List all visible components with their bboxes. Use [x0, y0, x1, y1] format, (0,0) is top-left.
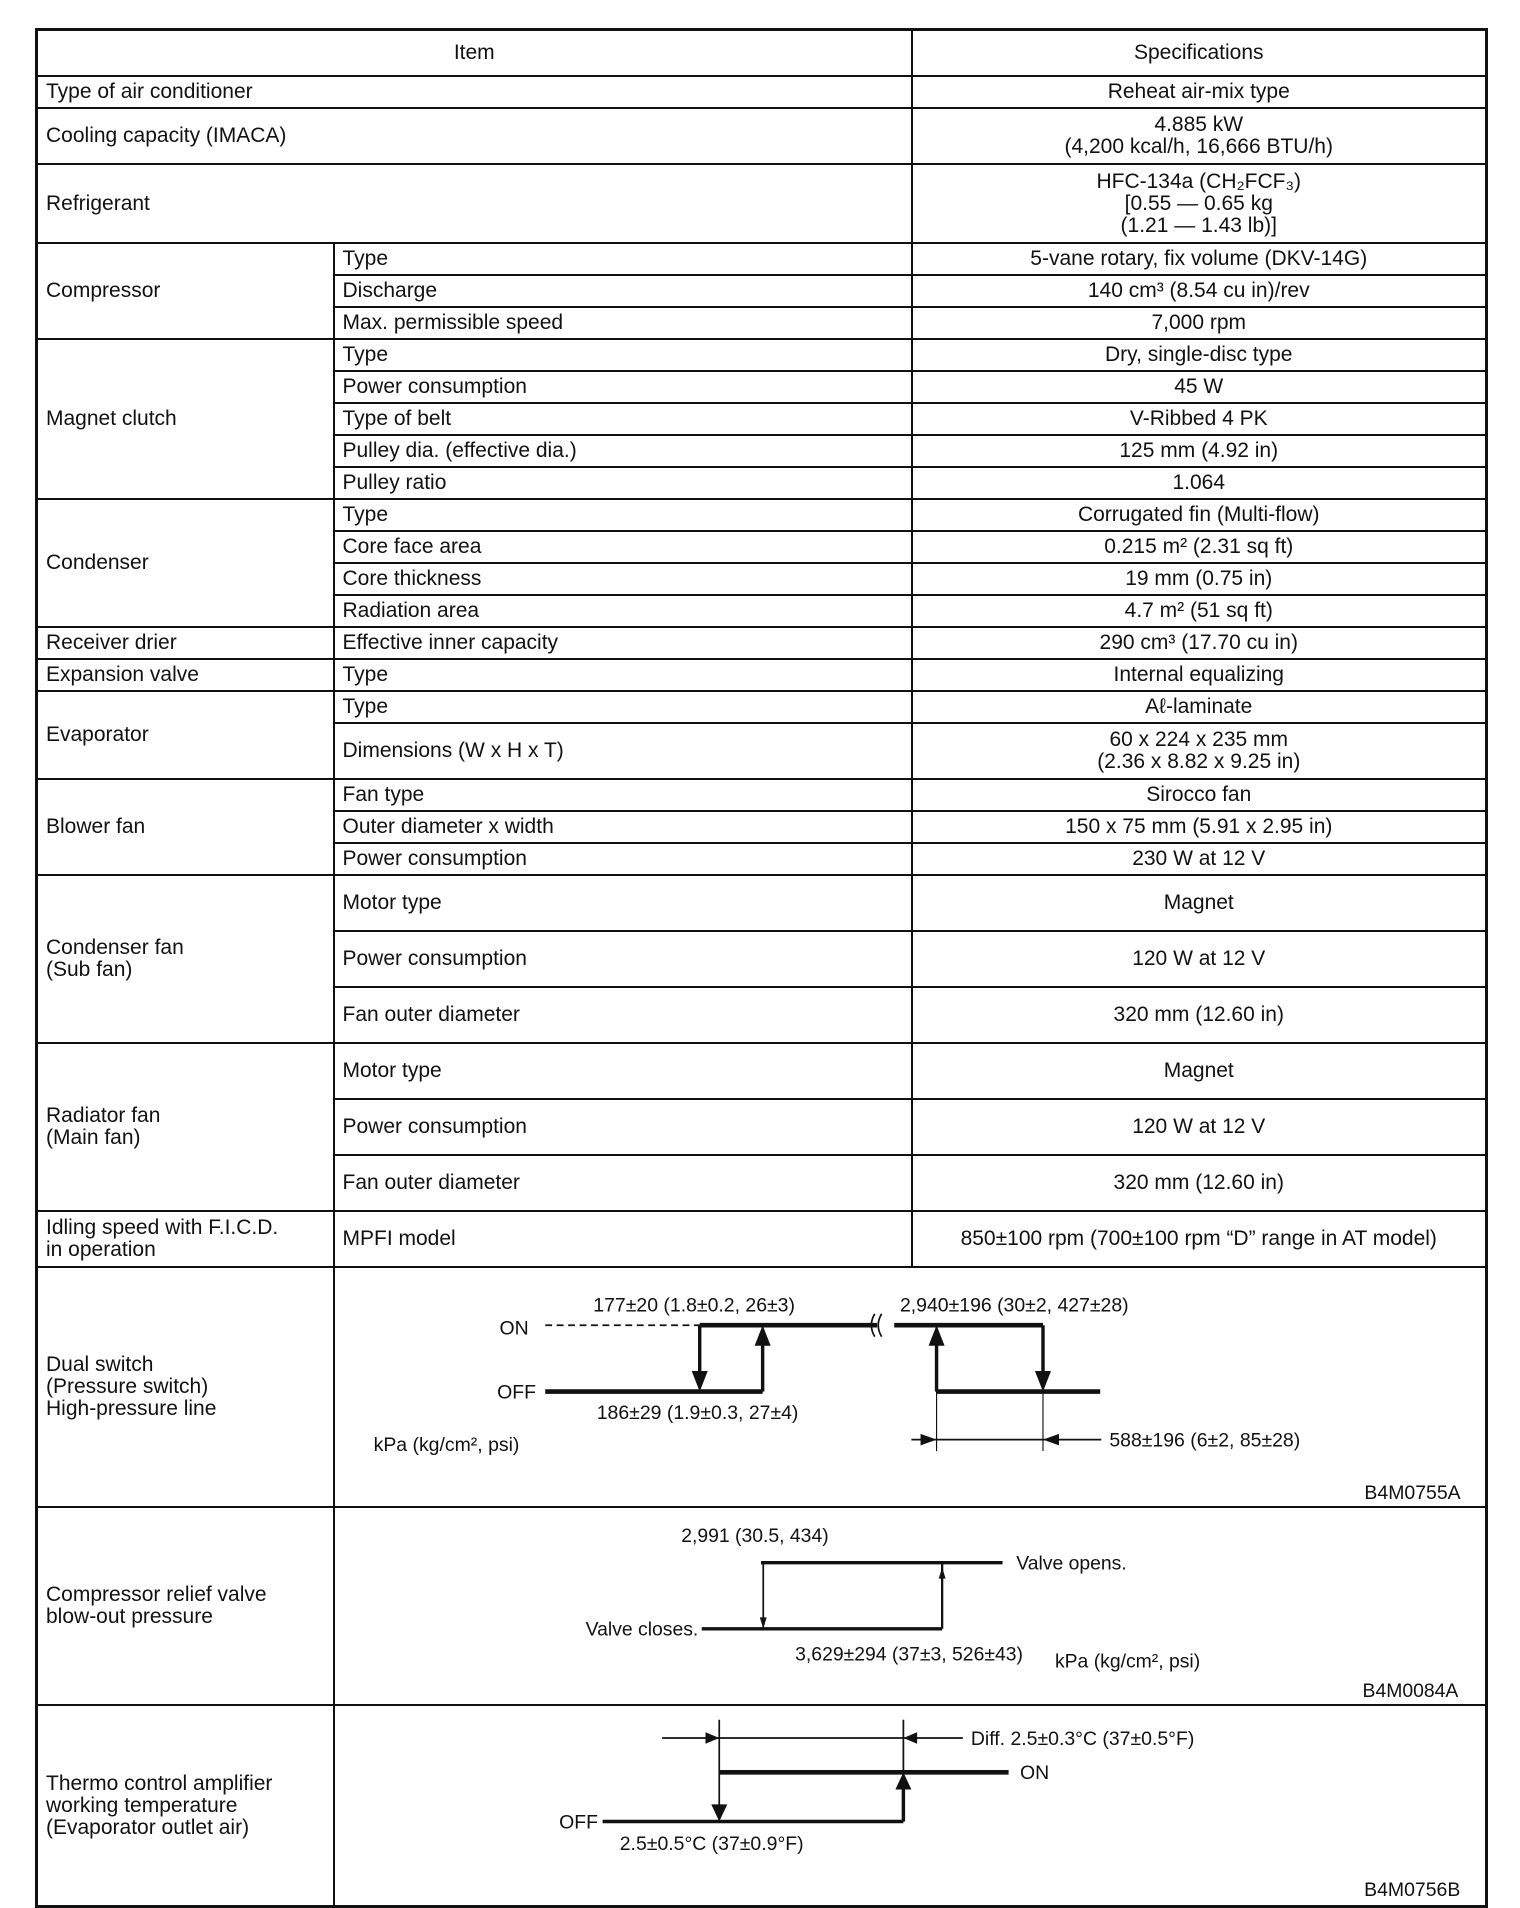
item-label: Thermo control amplifier working temperature (Evaporator outlet air)	[37, 1705, 334, 1907]
spec-value: 4.885 kW (4,200 kcal/h, 16,666 BTU/h)	[912, 108, 1487, 164]
arrow-icons	[759, 1567, 945, 1629]
item-label: Blower fan	[37, 779, 334, 875]
spec-value: 290 cm³ (17.70 cu in)	[912, 627, 1487, 659]
table-row	[37, 76, 1487, 108]
table-row	[37, 1043, 1487, 1099]
figure-code: B4M0755A	[1363, 1482, 1461, 1505]
arrow-icons	[705, 1732, 917, 1821]
on-label: ON	[498, 1317, 529, 1340]
spec-value: V-Ribbed 4 PK	[912, 403, 1487, 435]
sub-item-label: Fan outer diameter	[334, 1155, 912, 1211]
item-label: Idling speed with F.I.C.D. in operation	[37, 1211, 334, 1267]
sub-item-label: Outer diameter x width	[334, 811, 912, 843]
sub-item-label: Motor type	[334, 1043, 912, 1099]
off-label: OFF	[558, 1811, 598, 1834]
spec-value: 19 mm (0.75 in)	[912, 563, 1487, 595]
header-item: Item	[37, 30, 912, 77]
sub-item-label: Motor type	[334, 875, 912, 931]
spec-value: Magnet	[912, 1043, 1487, 1099]
table-row	[37, 243, 1487, 275]
spec-value: 5-vane rotary, fix volume (DKV-14G)	[912, 243, 1487, 275]
header-row	[37, 30, 1487, 77]
item-label: Cooling capacity (IMACA)	[37, 108, 912, 164]
item-label: Condenser	[37, 499, 334, 627]
thermo-diagram	[334, 1705, 1487, 1907]
relief-valve-diagram	[334, 1507, 1487, 1705]
table-row	[37, 691, 1487, 723]
spec-value: Reheat air-mix type	[912, 76, 1487, 108]
table-row	[37, 499, 1487, 531]
spec-value: 320 mm (12.60 in)	[912, 987, 1487, 1043]
valve-opens-label: Valve opens.	[1015, 1552, 1127, 1575]
sub-item-label: Type	[334, 691, 912, 723]
spec-value: 140 cm³ (8.54 cu in)/rev	[912, 275, 1487, 307]
sub-item-label: Max. permissible speed	[334, 307, 912, 339]
table-row	[37, 1211, 1487, 1267]
sub-item-label: MPFI model	[334, 1211, 912, 1267]
sub-item-label: Dimensions (W x H x T)	[334, 723, 912, 779]
spec-value: Sirocco fan	[912, 779, 1487, 811]
sub-item-label: Radiation area	[334, 595, 912, 627]
valve-closes-label: Valve closes.	[585, 1618, 698, 1641]
specifications-table	[35, 28, 1488, 1908]
item-label: Compressor	[37, 243, 334, 339]
sub-item-label: Fan type	[334, 779, 912, 811]
dual-switch-diagram	[334, 1267, 1487, 1507]
sub-item-label: Pulley ratio	[334, 467, 912, 499]
spec-value: Magnet	[912, 875, 1487, 931]
table-row	[37, 659, 1487, 691]
item-label: Magnet clutch	[37, 339, 334, 499]
spec-value: 1.064	[912, 467, 1487, 499]
item-label: Type of air conditioner	[37, 76, 912, 108]
dual-switch-row	[37, 1267, 1487, 1507]
item-label: Expansion valve	[37, 659, 334, 691]
spec-value: Dry, single-disc type	[912, 339, 1487, 371]
sub-item-label: Type	[334, 339, 912, 371]
spec-value: 60 x 224 x 235 mm (2.36 x 8.82 x 9.25 in)	[912, 723, 1487, 779]
spec-value: 850±100 rpm (700±100 rpm “D” range in AT model)	[912, 1211, 1487, 1267]
sub-item-label: Core thickness	[334, 563, 912, 595]
high-off-value: 2,940±196 (30±2, 427±28)	[899, 1294, 1129, 1317]
spec-value: Internal equalizing	[912, 659, 1487, 691]
sub-item-label: Core face area	[334, 531, 912, 563]
table-row	[37, 779, 1487, 811]
low-on-value: 177±20 (1.8±0.2, 26±3)	[592, 1294, 795, 1317]
sub-item-label: Type	[334, 499, 912, 531]
spec-value: 0.215 m² (2.31 sq ft)	[912, 531, 1487, 563]
close-value: 2,991 (30.5, 434)	[680, 1525, 829, 1548]
on-label: ON	[1019, 1762, 1049, 1785]
spec-value: 120 W at 12 V	[912, 931, 1487, 987]
item-label: Condenser fan (Sub fan)	[37, 875, 334, 1043]
sub-item-label: Type	[334, 659, 912, 691]
figure-code: B4M0084A	[1362, 1680, 1458, 1703]
spec-value: HFC-134a (CH₂FCF₃) [0.55 — 0.65 kg (1.21 — 1.43 lb)]	[912, 164, 1487, 243]
spec-value: 45 W	[912, 371, 1487, 403]
figure-code: B4M0756B	[1363, 1878, 1460, 1901]
off-label: OFF	[496, 1381, 536, 1404]
spec-value: 230 W at 12 V	[912, 843, 1487, 875]
open-value: 3,629±294 (37±3, 526±43)	[794, 1643, 1023, 1666]
sub-item-label: Pulley dia. (effective dia.)	[334, 435, 912, 467]
sub-item-label: Power consumption	[334, 371, 912, 403]
item-label: Dual switch (Pressure switch) High-pressure line	[37, 1267, 334, 1507]
sub-item-label: Power consumption	[334, 843, 912, 875]
spec-value: 7,000 rpm	[912, 307, 1487, 339]
item-label: Evaporator	[37, 691, 334, 779]
sub-item-label: Power consumption	[334, 931, 912, 987]
low-off-value: 186±29 (1.9±0.3, 27±4)	[596, 1402, 798, 1425]
unit-label: kPa (kg/cm², psi)	[1054, 1650, 1200, 1673]
sub-item-label: Fan outer diameter	[334, 987, 912, 1043]
sub-item-label: Type of belt	[334, 403, 912, 435]
sub-item-label: Type	[334, 243, 912, 275]
item-label: Receiver drier	[37, 627, 334, 659]
spec-value: 150 x 75 mm (5.91 x 2.95 in)	[912, 811, 1487, 843]
thermo-row	[37, 1705, 1487, 1907]
arrow-icons	[691, 1325, 1058, 1445]
spec-value: 4.7 m² (51 sq ft)	[912, 595, 1487, 627]
table-row	[37, 875, 1487, 931]
header-specifications: Specifications	[912, 30, 1487, 77]
spec-value: Aℓ-laminate	[912, 691, 1487, 723]
table-row	[37, 108, 1487, 164]
table-row	[37, 339, 1487, 371]
table-row	[37, 164, 1487, 243]
spec-value: Corrugated fin (Multi-flow)	[912, 499, 1487, 531]
spec-value: 125 mm (4.92 in)	[912, 435, 1487, 467]
spec-value: 120 W at 12 V	[912, 1099, 1487, 1155]
relief-valve-row	[37, 1507, 1487, 1705]
spec-value: 320 mm (12.60 in)	[912, 1155, 1487, 1211]
item-label: Refrigerant	[37, 164, 912, 243]
sub-item-label: Power consumption	[334, 1099, 912, 1155]
item-label: Compressor relief valve blow-out pressure	[37, 1507, 334, 1705]
sub-item-label: Discharge	[334, 275, 912, 307]
unit-label: kPa (kg/cm², psi)	[373, 1434, 519, 1457]
sub-item-label: Effective inner capacity	[334, 627, 912, 659]
table-row	[37, 627, 1487, 659]
off-value: 2.5±0.5°C (37±0.9°F)	[619, 1833, 804, 1856]
diff-value: Diff. 2.5±0.3°C (37±0.5°F)	[970, 1727, 1194, 1750]
diff-value: 588±196 (6±2, 85±28)	[1108, 1429, 1300, 1452]
item-label: Radiator fan (Main fan)	[37, 1043, 334, 1211]
